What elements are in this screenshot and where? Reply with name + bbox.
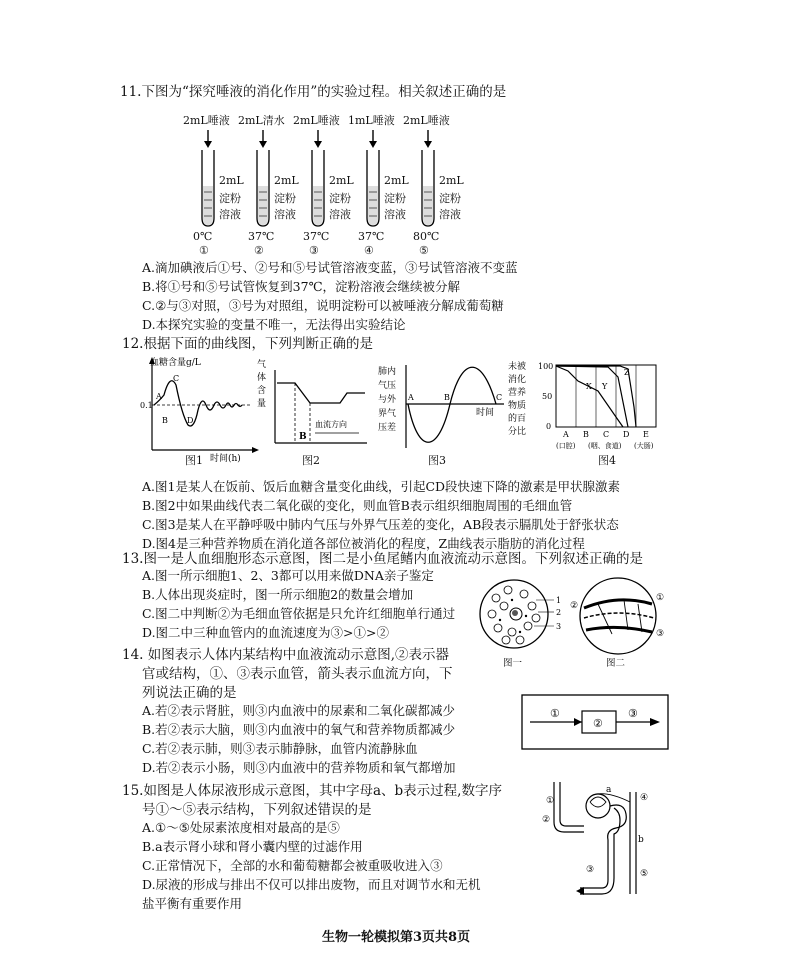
svg-text:气压: 气压 <box>378 381 397 391</box>
fig1-point-c: C <box>173 374 180 383</box>
q11-option-c: C.②与③对照，③号为对照组，说明淀粉可以被唾液分解成葡萄糖 <box>142 298 504 313</box>
tube-temperature: 0℃ <box>193 230 213 243</box>
svg-text:③: ③ <box>656 629 665 639</box>
svg-text:①: ① <box>550 707 560 720</box>
q15-nephron-diagram <box>540 772 665 897</box>
svg-text:时间: 时间 <box>476 408 495 418</box>
svg-text:营养: 营养 <box>508 388 527 398</box>
q12-figure-2 <box>255 355 370 450</box>
q11-stem: 11.下图为“探究唾液的消化作用”的实验过程。相关叙述正确的是 <box>120 84 507 100</box>
fig3-caption: 图3 <box>428 454 446 467</box>
tube-top-label: 2mL清水 <box>238 114 285 127</box>
svg-text:②: ② <box>542 815 551 825</box>
q14-stem-line-1: 14. 如图表示人体内某结构中血液流动示意图,②表示器 <box>122 647 450 663</box>
svg-text:物质: 物质 <box>508 401 527 411</box>
svg-text:①: ① <box>546 796 555 806</box>
svg-text:的百: 的百 <box>508 414 527 424</box>
svg-text:Z: Z <box>624 368 630 377</box>
tube-temperature: 80℃ <box>413 230 440 243</box>
q12-option-a: A.图1是某人在饭前、饭后血糖含量变化曲线，引起CD段快速下降的激素是甲状腺激素 <box>142 479 621 494</box>
svg-text:分比: 分比 <box>508 427 527 437</box>
svg-text:肺内: 肺内 <box>378 367 397 377</box>
svg-text:压差: 压差 <box>378 423 397 433</box>
fig1-point-b: B <box>162 416 168 425</box>
tube-solution-label: 淀粉 <box>274 192 296 205</box>
q15-option-c: C.正常情况下，全部的水和葡萄糖都会被重吸收进入③ <box>142 858 443 873</box>
svg-text:①: ① <box>656 593 665 603</box>
svg-text:(大肠): (大肠) <box>634 442 654 450</box>
svg-text:1: 1 <box>556 596 562 605</box>
tube-top-label: 2mL唾液 <box>293 114 340 127</box>
svg-text:B: B <box>583 430 589 439</box>
tube-solution-label: 溶液 <box>219 208 241 221</box>
tube-solution-label: 淀粉 <box>329 192 351 205</box>
q14-option-c: C.若②表示肺，则③表示肺静脉，血管内流静脉血 <box>142 741 418 756</box>
svg-text:量: 量 <box>257 399 267 409</box>
q13-figure-1-caption: 图一 <box>503 658 523 669</box>
q12-figure-3 <box>378 360 508 450</box>
svg-text:与外: 与外 <box>378 395 397 405</box>
test-tube-icon <box>417 130 439 230</box>
q14-option-b: B.若②表示大脑，则③内血液中的氧气和营养物质都减少 <box>142 722 456 737</box>
svg-text:含: 含 <box>257 386 267 396</box>
q14-option-a: A.若②表示肾脏，则③内血液中的尿素和二氧化碳都减少 <box>142 703 456 718</box>
tube-solution-label: 溶液 <box>384 208 406 221</box>
q13-stem: 13.图一是人血细胞形态示意图，图二是小鱼尾鳍内血液流动示意图。下列叙述正确的是 <box>122 551 643 567</box>
fig2-caption: 图2 <box>302 454 320 467</box>
tube-number: ① <box>199 244 209 257</box>
fig1-caption: 图1 <box>185 454 203 467</box>
tube-number: ④ <box>364 244 374 257</box>
q15-option-a: A.①～⑤处尿素浓度相对最高的是⑤ <box>142 820 340 835</box>
tube-top-label: 1mL唾液 <box>348 114 395 127</box>
svg-text:A: A <box>408 393 414 402</box>
svg-text:未被: 未被 <box>508 362 527 372</box>
svg-text:0: 0 <box>546 422 552 431</box>
q15-option-d: D.尿液的形成与排出不仅可以排出废物，而且对调节水和无机 <box>142 877 481 892</box>
svg-text:100: 100 <box>538 362 554 371</box>
svg-text:a: a <box>606 785 612 795</box>
svg-text:A: A <box>563 430 569 439</box>
svg-text:体: 体 <box>257 373 267 383</box>
q12-option-c: C.图3是某人在平静呼吸中肺内气压与外界气压差的变化，AB段表示膈肌处于舒张状态 <box>142 517 619 532</box>
tube-number: ③ <box>309 244 319 257</box>
tube-number: ⑤ <box>419 244 429 257</box>
svg-text:④: ④ <box>640 793 649 803</box>
tube-top-label: 2mL唾液 <box>183 114 230 127</box>
fig1-ylabel: 血糖含量g/L <box>150 358 201 368</box>
q11-option-d: D.本探究实验的变量不唯一，无法得出实验结论 <box>142 317 406 332</box>
q13-option-d: D.图二中三种血管内的血流速度为③>①>② <box>142 625 389 640</box>
svg-text:(口腔): (口腔) <box>556 442 576 450</box>
svg-text:②: ② <box>570 601 579 611</box>
q15-option-b: B.a表示肾小球和肾小囊内壁的过滤作用 <box>142 839 363 854</box>
svg-text:X: X <box>586 382 592 391</box>
svg-text:B: B <box>444 393 450 402</box>
q14-option-d: D.若②表示小肠，则③内血液中的营养物质和氧气都增加 <box>142 760 456 775</box>
fig1-point-a: A <box>156 392 162 401</box>
tube-solution-label: 淀粉 <box>219 192 241 205</box>
svg-text:⑤: ⑤ <box>640 869 649 879</box>
q12-stem: 12.根据下面的曲线图，下列判断正确的是 <box>122 336 373 352</box>
svg-text:③: ③ <box>586 865 595 875</box>
svg-text:C: C <box>496 393 503 402</box>
q12-figure-1 <box>140 355 260 465</box>
tube-temperature: 37℃ <box>248 230 275 243</box>
test-tube-icon <box>362 130 384 230</box>
q13-option-c: C.图二中判断②为毛细血管依据是只允许红细胞单行通过 <box>142 606 456 621</box>
svg-text:血流方向: 血流方向 <box>315 420 347 429</box>
q13-option-b: B.人体出现炎症时，图一所示细胞2的数量会增加 <box>142 587 414 602</box>
q14-diagram <box>520 693 670 751</box>
svg-text:C: C <box>603 430 610 439</box>
q15-stem-line-1: 15.如图是人体尿液形成示意图，其中字母a、b表示过程,数字序 <box>122 783 502 799</box>
tube-solution-label: 2mL <box>329 174 354 187</box>
tube-temperature: 37℃ <box>303 230 330 243</box>
tube-solution-label: 2mL <box>219 174 244 187</box>
svg-text:Y: Y <box>602 382 608 391</box>
tube-number: ② <box>254 244 264 257</box>
q11-option-b: B.将①号和⑤号试管恢复到37℃，淀粉溶液会继续被分解 <box>142 279 461 294</box>
q13-figure-2-caption: 图二 <box>606 658 626 669</box>
svg-text:b: b <box>638 835 644 845</box>
q15-option-d-cont: 盐平衡有重要作用 <box>142 896 243 911</box>
svg-text:50: 50 <box>542 392 553 401</box>
svg-text:D: D <box>623 430 630 439</box>
q15-stem-line-2: 号①～⑤表示结构，下列叙述错误的是 <box>142 802 372 818</box>
test-tube-icon <box>307 130 329 230</box>
svg-text:E: E <box>643 430 649 439</box>
tube-top-label: 2mL唾液 <box>403 114 450 127</box>
svg-text:2: 2 <box>556 608 562 617</box>
fig4-caption: 图4 <box>598 454 616 467</box>
svg-text:B: B <box>299 432 307 442</box>
tube-solution-label: 2mL <box>384 174 409 187</box>
svg-text:消化: 消化 <box>508 375 527 385</box>
q12-option-d: D.图4是三种营养物质在消化道各部位被消化的程度，Z曲线表示脂肪的消化过程 <box>142 536 585 551</box>
q14-stem-line-2: 官或结构，①、③表示血管，箭头表示血流方向，下 <box>142 666 453 682</box>
fig1-xlabel: 时间(h) <box>210 454 241 464</box>
svg-text:③: ③ <box>628 707 638 720</box>
svg-text:(咽、食道): (咽、食道) <box>588 442 622 450</box>
tube-solution-label: 淀粉 <box>439 192 461 205</box>
q13-figure-2 <box>568 574 668 664</box>
tube-solution-label: 溶液 <box>439 208 461 221</box>
fig1-point-d: D <box>187 416 194 425</box>
q12-figure-4 <box>508 357 668 452</box>
test-tube-icon <box>197 130 219 230</box>
tube-solution-label: 溶液 <box>274 208 296 221</box>
q14-stem-line-3: 列说法正确的是 <box>142 685 237 701</box>
q11-option-a: A.滴加碘液后①号、②号和⑤号试管溶液变蓝，③号试管溶液不变蓝 <box>142 260 518 275</box>
tube-solution-label: 2mL <box>274 174 299 187</box>
q13-option-a: A.图一所示细胞1、2、3都可以用来做DNA亲子鉴定 <box>142 568 434 583</box>
tube-solution-label: 淀粉 <box>384 192 406 205</box>
tube-temperature: 37℃ <box>358 230 385 243</box>
svg-text:②: ② <box>593 717 603 730</box>
svg-text:气: 气 <box>257 360 267 370</box>
q12-option-b: B.图2中如果曲线代表二氧化碳的变化，则血管B表示组织细胞周围的毛细血管 <box>142 498 573 513</box>
test-tube-icon <box>252 130 274 230</box>
q13-figure-1 <box>476 576 566 666</box>
svg-text:界气: 界气 <box>378 409 397 419</box>
fig1-ytick: 0.1 <box>140 401 153 410</box>
tube-solution-label: 2mL <box>439 174 464 187</box>
page-footer: 生物一轮模拟第3页共8页 <box>322 930 471 945</box>
tube-solution-label: 溶液 <box>329 208 351 221</box>
svg-text:3: 3 <box>556 622 562 631</box>
